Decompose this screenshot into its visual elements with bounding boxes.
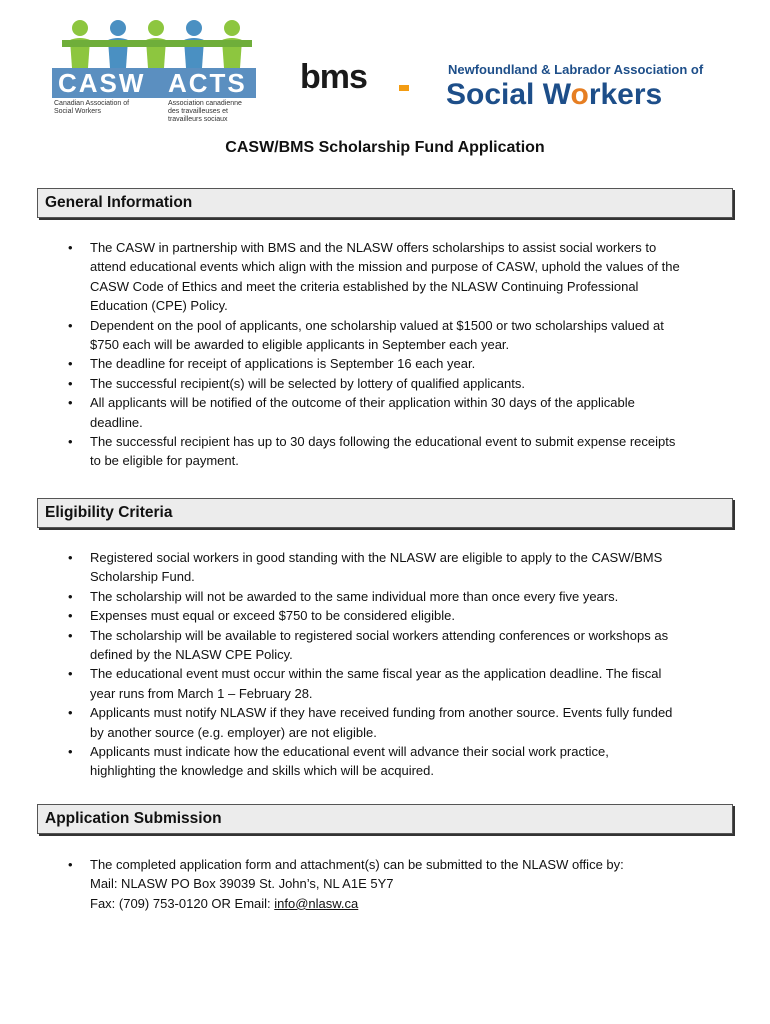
list-item-line: defined by the NLASW CPE Policy.: [90, 647, 293, 663]
casw-english-name: [54, 100, 129, 116]
fax-number-text: Fax: (709) 753-0120 OR Email:: [90, 895, 275, 911]
list-item-line: year runs from March 1 – February 28.: [90, 685, 313, 701]
bullet-icon: •: [68, 705, 73, 721]
list-item: [68, 664, 728, 703]
list-item: [68, 238, 728, 316]
list-item: [68, 855, 728, 913]
list-item-line: All applicants will be notified of the outcome of their application within 30 days of the applicable: [90, 395, 635, 411]
list-item-line: Expenses must equal or exceed $750 to be considered eligible.: [90, 608, 455, 624]
list-item-line: The deadline for receipt of applications is September 16 each year.: [90, 356, 476, 372]
list-item-line: highlighting the knowledge and skills which will be acquired.: [90, 763, 434, 779]
list-item-line: Applicants must indicate how the educational event will advance their social work practice,: [90, 744, 609, 760]
list-item-line: CASW Code of Ethics and meet the criteria established by the NLASW Continuing Professional: [90, 278, 639, 294]
list-item: [68, 316, 728, 355]
list-item-line: The educational event must occur within the same fiscal year as the application deadline. The fiscal: [90, 666, 662, 682]
eligibility-criteria-list: [68, 548, 728, 781]
nlasw-logo-main-text: [446, 78, 662, 112]
list-item-line: Dependent on the pool of applicants, one scholarship valued at $1500 or two scholarships valued at: [90, 317, 664, 333]
list-item-line: The successful recipient(s) will be selected by lottery of qualified applicants.: [90, 375, 525, 391]
list-item: [68, 374, 728, 393]
bms-logo: [292, 52, 422, 108]
document-title: CASW/BMS Scholarship Fund Application: [225, 139, 545, 156]
bullet-icon: •: [68, 375, 73, 391]
bullet-icon: •: [68, 666, 73, 682]
bullet-icon: •: [68, 588, 73, 604]
casw-french-line-2: des travailleuses et travailleurs sociaux: [168, 108, 228, 123]
nlasw-logo: [446, 60, 704, 120]
list-item-line: The scholarship will be available to registered social workers attending conferences or workshops as: [90, 627, 669, 643]
list-item-line: The CASW in partnership with BMS and the NLASW offers scholarships to assist social workers to: [90, 240, 657, 255]
bullet-icon: •: [68, 608, 73, 624]
bullet-icon: •: [68, 550, 73, 565]
nlasw-logo-top-text: Newfoundland & Labrador Association of: [448, 62, 704, 77]
list-item: [68, 354, 728, 373]
list-item-line: The successful recipient has up to 30 days following the educational event to submit expense receipts: [90, 434, 676, 450]
section-heading-application-submission: Application Submission: [37, 804, 733, 834]
email-link[interactable]: info@nlasw.ca: [274, 895, 359, 911]
casw-joined-arms: [62, 40, 252, 47]
list-item-line: $750 each will be awarded to eligible applicants in September each year.: [90, 337, 510, 353]
bullet-icon: •: [68, 356, 73, 372]
logo-banner: [0, 0, 770, 125]
bms-logo-text: bms: [300, 58, 367, 96]
bullet-icon: •: [68, 395, 73, 411]
casw-word: CASW: [58, 68, 146, 98]
bms-accent-dash: [399, 85, 409, 91]
list-item-line: attend educational events which align with the mission and purpose of CASW, uphold the values of the: [90, 259, 680, 275]
list-item: [68, 626, 728, 665]
general-information-list: [68, 238, 728, 471]
bullet-icon: •: [68, 744, 73, 760]
bullet-icon: •: [68, 857, 73, 872]
casw-figures-graphic: [62, 18, 252, 70]
mailing-address: Mail: NLASW PO Box 39039 St. John’s, NL A1E 5Y7: [90, 876, 394, 892]
bullet-icon: •: [68, 317, 73, 333]
list-item: [68, 548, 728, 587]
casw-acts-logo: [52, 18, 256, 123]
list-item: [68, 742, 728, 781]
nlasw-main-part-1: Social W: [446, 78, 571, 111]
casw-english-line-1: Canadian Association of: [54, 100, 130, 107]
list-item: [68, 432, 728, 471]
bullet-icon: •: [68, 627, 73, 643]
list-item: [68, 587, 728, 606]
bullet-icon: •: [68, 434, 73, 450]
list-item: [68, 703, 728, 742]
section-heading-general-information: General Information: [37, 188, 733, 218]
casw-english-line-2: Social Workers: [54, 108, 101, 115]
fax-email-line: [90, 894, 728, 913]
list-item-line: Applicants must notify NLASW if they have received funding from another source. Events fully funded: [90, 705, 673, 721]
submission-instructions: The completed application form and attachment(s) can be submitted to the NLASW office by:: [90, 857, 624, 872]
nlasw-main-accent-o: o: [570, 78, 589, 111]
list-item-line: deadline.: [90, 414, 143, 430]
list-item-line: Registered social workers in good standing with the NLASW are eligible to apply to the CASW/BMS: [90, 550, 663, 565]
bullet-icon: •: [68, 240, 73, 255]
section-heading-eligibility-criteria: Eligibility Criteria: [37, 498, 733, 528]
acts-word: ACTS: [168, 68, 247, 98]
list-item: [68, 606, 728, 625]
list-item-line: by another source (e.g. employer) are not eligible.: [90, 724, 377, 740]
list-item: [68, 393, 728, 432]
list-item-line: to be eligible for payment.: [90, 453, 239, 469]
application-submission-list: [68, 855, 728, 913]
casw-french-name: [168, 100, 256, 124]
list-item-line: Scholarship Fund.: [90, 569, 195, 585]
list-item-line: The scholarship will not be awarded to the same individual more than once every five years.: [90, 588, 619, 604]
nlasw-main-part-2: rkers: [588, 78, 663, 111]
casw-french-line-1: Association canadienne: [168, 100, 242, 107]
list-item-line: Education (CPE) Policy.: [90, 298, 228, 314]
